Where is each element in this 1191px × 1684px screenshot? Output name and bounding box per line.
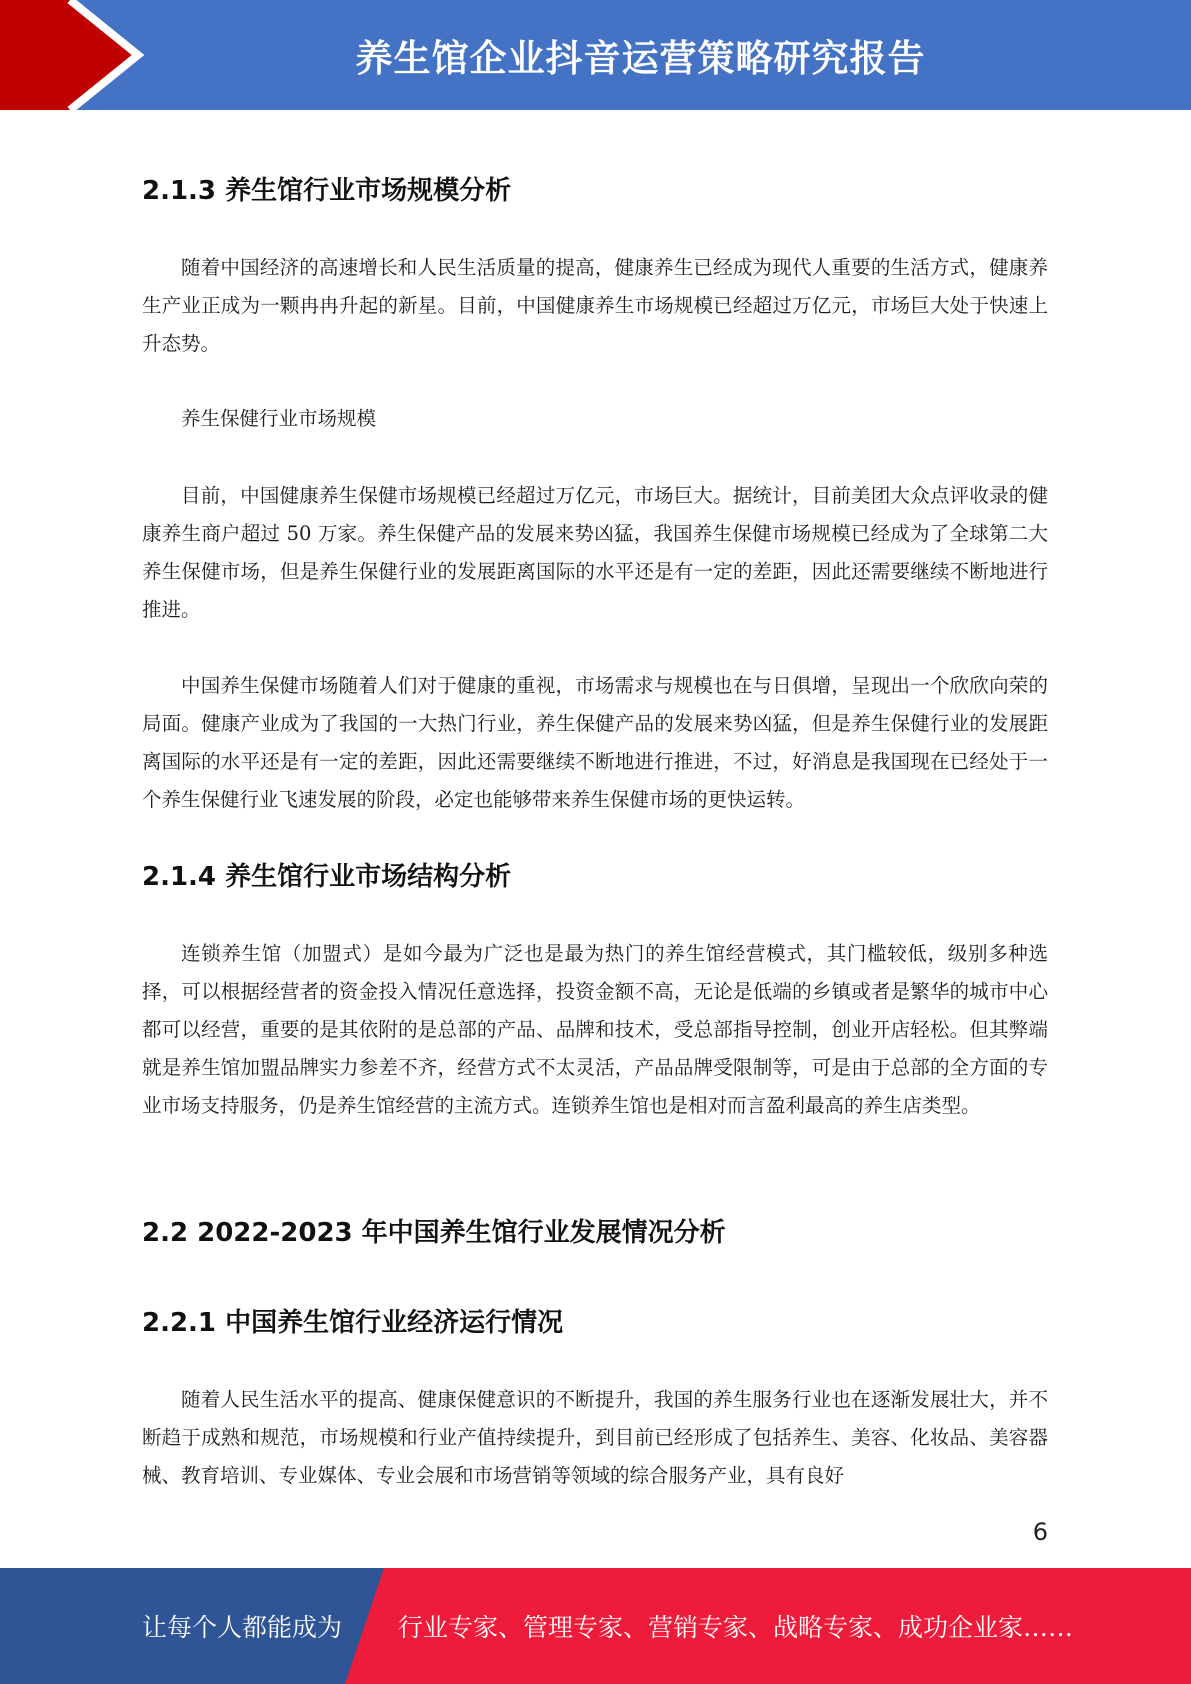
subheading-health-market: 养生保健行业市场规模 — [181, 407, 377, 430]
heading-2-2: 2.2 2022-2023 年中国养生馆行业发展情况分析 — [142, 1218, 726, 1248]
footer-slogan-left: 让每个人都能成为 — [142, 1613, 343, 1642]
heading-2-2-1: 2.2.1 中国养生馆行业经济运行情况 — [142, 1308, 564, 1338]
footer-slogan-right: 行业专家、管理专家、营销专家、战略专家、成功企业家…… — [398, 1613, 1074, 1642]
heading-2-1-3: 2.1.3 养生馆行业市场规模分析 — [142, 176, 512, 206]
paragraph-health-market: 目前，中国健康养生保健市场规模已经超过万亿元，市场巨大。据统计，目前美团大众点评收录的健康养生商户超过 50 万家。养生保健产品的发展来势凶猛，我国养生保健市场规模已经成为了全球第二大养生保健市场，但是养生保健行业的发展距离国际的水平还是有一定的差距，因此还需要继续不断地进行推进。 — [142, 484, 1048, 621]
paragraph-market-size: 随着中国经济的高速增长和人民生活质量的提高，健康养生已经成为现代人重要的生活方式，健康养生产业正成为一颗冉冉升起的新星。目前，中国健康养生市场规模已经超过万亿元，市场巨大处于快速上升态势。 — [142, 256, 1048, 355]
page-header — [0, 0, 1191, 110]
paragraph-market-structure: 连锁养生馆（加盟式）是如今最为广泛也是最为热门的养生馆经营模式，其门槛较低，级别多种选择，可以根据经营者的资金投入情况任意选择，投资金额不高，无论是低端的乡镇或者是繁华的城市中心都可以经营，重要的是其依附的是总部的产品、品牌和技术，受总部指导控制，创业开店轻松。但其弊端就是养生馆加盟品牌实力参差不齐，经营方式不太灵活，产品品牌受限制等，可是由于总部的全方面的专业市场支持服务，仍是养生馆经营的主流方式。连锁养生馆也是相对而言盈利最高的养生店类型。 — [142, 942, 1048, 1117]
page-number: 6 — [1032, 1518, 1048, 1546]
heading-2-1-4: 2.1.4 养生馆行业市场结构分析 — [142, 862, 512, 892]
page-footer — [0, 1568, 1191, 1684]
paragraph-economic-operation: 随着人民生活水平的提高、健康保健意识的不断提升，我国的养生服务行业也在逐渐发展壮大，并不断趋于成熟和规范，市场规模和行业产值持续提升，到目前已经形成了包括养生、美容、化妆品、美容器械、教育培训、专业媒体、专业会展和市场营销等领域的综合服务产业，具有良好 — [142, 1388, 1048, 1487]
paragraph-market-growth: 中国养生保健市场随着人们对于健康的重视，市场需求与规模也在与日俱增，呈现出一个欣欣向荣的局面。健康产业成为了我国的一大热门行业，养生保健产品的发展来势凶猛，但是养生保健行业的发展距离国际的水平还是有一定的差距，因此还需要继续不断地进行推进，不过，好消息是我国现在已经处于一个养生保健行业飞速发展的阶段，必定也能够带来养生保健市场的更快运转。 — [142, 674, 1048, 811]
report-title: 养生馆企业抖音运营策略研究报告 — [355, 37, 926, 80]
